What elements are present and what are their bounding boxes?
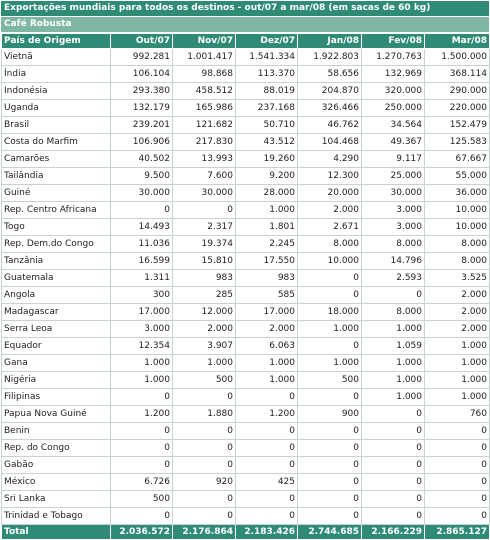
value-cell: 0 (173, 389, 236, 406)
value-cell: 1.000 (236, 372, 298, 389)
value-cell: 3.000 (111, 321, 173, 338)
table-row (2, 236, 490, 253)
value-cell: 14.796 (362, 253, 425, 270)
table-row (2, 270, 490, 287)
table-row (2, 134, 490, 151)
value-cell: 300 (111, 287, 173, 304)
value-cell: 17.550 (236, 253, 298, 270)
country-cell: Papua Nova Guiné (2, 406, 111, 423)
country-cell: Tailândia (2, 168, 111, 185)
value-cell: 3.000 (362, 202, 425, 219)
table-row (2, 287, 490, 304)
value-cell: 1.000 (425, 389, 490, 406)
value-cell: 14.493 (111, 219, 173, 236)
value-cell: 12.300 (298, 168, 362, 185)
table-row (2, 491, 490, 508)
value-cell: 2.317 (173, 219, 236, 236)
total-cell: 2.744.685 (298, 525, 362, 540)
value-cell: 6.063 (236, 338, 298, 355)
value-cell: 0 (236, 389, 298, 406)
value-cell: 585 (236, 287, 298, 304)
value-cell: 9.200 (236, 168, 298, 185)
total-row (2, 525, 490, 540)
value-cell: 0 (236, 491, 298, 508)
value-cell: 1.000 (425, 372, 490, 389)
value-cell: 1.000 (111, 355, 173, 372)
country-cell: Tanzânia (2, 253, 111, 270)
value-cell: 2.671 (298, 219, 362, 236)
value-cell: 0 (362, 406, 425, 423)
value-cell: 13.993 (173, 151, 236, 168)
value-cell: 760 (425, 406, 490, 423)
export-table (1, 33, 490, 540)
value-cell: 1.000 (425, 338, 490, 355)
value-cell: 18.000 (298, 304, 362, 321)
value-cell: 125.583 (425, 134, 490, 151)
value-cell: 0 (298, 491, 362, 508)
value-cell: 1.200 (236, 406, 298, 423)
value-cell: 0 (111, 423, 173, 440)
value-cell: 920 (173, 474, 236, 491)
value-cell: 368.114 (425, 66, 490, 83)
value-cell: 0 (298, 423, 362, 440)
value-cell: 20.000 (298, 185, 362, 202)
value-cell: 992.281 (111, 49, 173, 66)
value-cell: 458.512 (173, 83, 236, 100)
value-cell: 152.479 (425, 117, 490, 134)
value-cell: 500 (298, 372, 362, 389)
country-cell: Angola (2, 287, 111, 304)
value-cell: 30.000 (362, 185, 425, 202)
value-cell: 1.000 (111, 372, 173, 389)
value-cell: 0 (425, 423, 490, 440)
value-cell: 220.000 (425, 100, 490, 117)
value-cell: 10.000 (298, 253, 362, 270)
value-cell: 17.000 (236, 304, 298, 321)
table-row (2, 83, 490, 100)
value-cell: 10.000 (425, 219, 490, 236)
export-table-panel (1, 1, 489, 540)
value-cell: 132.969 (362, 66, 425, 83)
header-row (2, 34, 490, 49)
table-row (2, 66, 490, 83)
value-cell: 132.179 (111, 100, 173, 117)
country-cell: México (2, 474, 111, 491)
value-cell: 11.036 (111, 236, 173, 253)
value-cell: 0 (298, 457, 362, 474)
value-cell: 19.374 (173, 236, 236, 253)
value-cell: 2.000 (425, 304, 490, 321)
value-cell: 4.290 (298, 151, 362, 168)
value-cell: 285 (173, 287, 236, 304)
value-cell: 1.500.000 (425, 49, 490, 66)
value-cell: 17.000 (111, 304, 173, 321)
value-cell: 1.200 (111, 406, 173, 423)
value-cell: 9.117 (362, 151, 425, 168)
table-row (2, 100, 490, 117)
value-cell: 0 (298, 508, 362, 525)
table-row (2, 168, 490, 185)
value-cell: 8.000 (425, 253, 490, 270)
value-cell: 46.762 (298, 117, 362, 134)
country-cell: Camarões (2, 151, 111, 168)
value-cell: 19.260 (236, 151, 298, 168)
column-header-dez07: Dez/07 (236, 34, 298, 49)
value-cell: 12.000 (173, 304, 236, 321)
value-cell: 217.830 (173, 134, 236, 151)
value-cell: 1.000 (298, 355, 362, 372)
value-cell: 326.466 (298, 100, 362, 117)
table-row (2, 219, 490, 236)
table-row (2, 202, 490, 219)
value-cell: 36.000 (425, 185, 490, 202)
country-cell: Guiné (2, 185, 111, 202)
value-cell: 55.000 (425, 168, 490, 185)
value-cell: 0 (173, 423, 236, 440)
value-cell: 3.907 (173, 338, 236, 355)
table-row (2, 372, 490, 389)
country-cell: Gabão (2, 457, 111, 474)
value-cell: 0 (425, 457, 490, 474)
country-cell: Benin (2, 423, 111, 440)
value-cell: 500 (111, 491, 173, 508)
country-cell: Rep. Dem.do Congo (2, 236, 111, 253)
country-cell: Togo (2, 219, 111, 236)
value-cell: 0 (298, 440, 362, 457)
value-cell: 30.000 (111, 185, 173, 202)
country-cell: Guatemala (2, 270, 111, 287)
value-cell: 1.000 (362, 321, 425, 338)
country-cell: Equador (2, 338, 111, 355)
value-cell: 900 (298, 406, 362, 423)
value-cell: 0 (425, 508, 490, 525)
value-cell: 1.801 (236, 219, 298, 236)
column-header-fev08: Fev/08 (362, 34, 425, 49)
table-body (2, 49, 490, 525)
value-cell: 2.593 (362, 270, 425, 287)
column-header-nov07: Nov/07 (173, 34, 236, 49)
country-cell: Trinidad e Tobago (2, 508, 111, 525)
value-cell: 1.270.763 (362, 49, 425, 66)
column-header-jan08: Jan/08 (298, 34, 362, 49)
value-cell: 0 (298, 474, 362, 491)
value-cell: 983 (173, 270, 236, 287)
value-cell: 237.168 (236, 100, 298, 117)
value-cell: 250.000 (362, 100, 425, 117)
table-subtitle: Café Robusta (1, 17, 489, 33)
value-cell: 1.000 (236, 202, 298, 219)
value-cell: 0 (425, 491, 490, 508)
value-cell: 2.000 (298, 202, 362, 219)
total-cell: 2.865.127 (425, 525, 490, 540)
country-cell: Uganda (2, 100, 111, 117)
table-row (2, 355, 490, 372)
value-cell: 293.380 (111, 83, 173, 100)
country-cell: Brasil (2, 117, 111, 134)
value-cell: 1.922.803 (298, 49, 362, 66)
value-cell: 1.000 (362, 355, 425, 372)
total-cell: 2.176.864 (173, 525, 236, 540)
column-header-country: País de Origem (2, 34, 111, 49)
table-row (2, 321, 490, 338)
value-cell: 16.599 (111, 253, 173, 270)
column-header-out07: Out/07 (111, 34, 173, 49)
value-cell: 1.000 (362, 372, 425, 389)
value-cell: 98.868 (173, 66, 236, 83)
value-cell: 8.000 (425, 236, 490, 253)
total-label: Total (2, 525, 111, 540)
value-cell: 0 (362, 491, 425, 508)
value-cell: 104.468 (298, 134, 362, 151)
value-cell: 50.710 (236, 117, 298, 134)
value-cell: 239.201 (111, 117, 173, 134)
table-row (2, 508, 490, 525)
table-row (2, 440, 490, 457)
value-cell: 0 (425, 474, 490, 491)
table-row (2, 423, 490, 440)
value-cell: 290.000 (425, 83, 490, 100)
value-cell: 0 (173, 440, 236, 457)
value-cell: 320.000 (362, 83, 425, 100)
country-cell: Costa do Marfim (2, 134, 111, 151)
value-cell: 1.000 (236, 355, 298, 372)
value-cell: 1.541.334 (236, 49, 298, 66)
country-cell: Gana (2, 355, 111, 372)
value-cell: 0 (362, 440, 425, 457)
value-cell: 0 (236, 508, 298, 525)
country-cell: Indonésia (2, 83, 111, 100)
value-cell: 12.354 (111, 338, 173, 355)
value-cell: 0 (111, 202, 173, 219)
value-cell: 0 (298, 287, 362, 304)
value-cell: 8.000 (298, 236, 362, 253)
value-cell: 2.000 (236, 321, 298, 338)
table-row (2, 253, 490, 270)
value-cell: 0 (173, 508, 236, 525)
country-cell: Vietnã (2, 49, 111, 66)
value-cell: 204.870 (298, 83, 362, 100)
value-cell: 2.000 (425, 321, 490, 338)
table-row (2, 117, 490, 134)
value-cell: 0 (111, 457, 173, 474)
value-cell: 0 (298, 338, 362, 355)
value-cell: 425 (236, 474, 298, 491)
value-cell: 0 (111, 389, 173, 406)
value-cell: 67.667 (425, 151, 490, 168)
country-cell: Rep. Centro Africana (2, 202, 111, 219)
value-cell: 49.367 (362, 134, 425, 151)
value-cell: 1.000 (173, 355, 236, 372)
table-row (2, 389, 490, 406)
country-cell: Sri Lanka (2, 491, 111, 508)
value-cell: 8.000 (362, 236, 425, 253)
value-cell: 88.019 (236, 83, 298, 100)
value-cell: 0 (362, 457, 425, 474)
value-cell: 28.000 (236, 185, 298, 202)
value-cell: 43.512 (236, 134, 298, 151)
value-cell: 2.245 (236, 236, 298, 253)
value-cell: 0 (362, 474, 425, 491)
value-cell: 121.682 (173, 117, 236, 134)
value-cell: 30.000 (173, 185, 236, 202)
value-cell: 7.600 (173, 168, 236, 185)
value-cell: 2.000 (425, 287, 490, 304)
value-cell: 2.000 (173, 321, 236, 338)
table-row (2, 474, 490, 491)
value-cell: 1.059 (362, 338, 425, 355)
value-cell: 1.001.417 (173, 49, 236, 66)
value-cell: 40.502 (111, 151, 173, 168)
value-cell: 0 (362, 423, 425, 440)
country-cell: Rep. do Congo (2, 440, 111, 457)
table-row (2, 185, 490, 202)
value-cell: 15.810 (173, 253, 236, 270)
value-cell: 1.000 (298, 321, 362, 338)
value-cell: 0 (298, 270, 362, 287)
value-cell: 9.500 (111, 168, 173, 185)
value-cell: 58.656 (298, 66, 362, 83)
value-cell: 10.000 (425, 202, 490, 219)
value-cell: 0 (173, 202, 236, 219)
value-cell: 0 (236, 440, 298, 457)
value-cell: 0 (236, 423, 298, 440)
value-cell: 0 (173, 457, 236, 474)
table-row (2, 151, 490, 168)
value-cell: 1.880 (173, 406, 236, 423)
value-cell: 3.525 (425, 270, 490, 287)
value-cell: 6.726 (111, 474, 173, 491)
value-cell: 0 (298, 389, 362, 406)
value-cell: 1.000 (362, 389, 425, 406)
value-cell: 1.311 (111, 270, 173, 287)
value-cell: 1.000 (425, 355, 490, 372)
country-cell: Serra Leoa (2, 321, 111, 338)
value-cell: 0 (111, 508, 173, 525)
value-cell: 0 (362, 287, 425, 304)
table-title: Exportações mundiais para todos os destinos - out/07 a mar/08 (em sacas de 60 kg) (1, 1, 489, 17)
value-cell: 0 (111, 440, 173, 457)
value-cell: 113.370 (236, 66, 298, 83)
value-cell: 106.104 (111, 66, 173, 83)
total-cell: 2.183.426 (236, 525, 298, 540)
value-cell: 0 (173, 491, 236, 508)
value-cell: 983 (236, 270, 298, 287)
value-cell: 0 (425, 440, 490, 457)
country-cell: Madagascar (2, 304, 111, 321)
country-cell: Filipinas (2, 389, 111, 406)
value-cell: 3.000 (362, 219, 425, 236)
value-cell: 0 (362, 508, 425, 525)
table-row (2, 457, 490, 474)
table-row (2, 338, 490, 355)
value-cell: 25.000 (362, 168, 425, 185)
value-cell: 106.906 (111, 134, 173, 151)
value-cell: 0 (236, 457, 298, 474)
table-row (2, 304, 490, 321)
value-cell: 34.564 (362, 117, 425, 134)
total-cell: 2.166.229 (362, 525, 425, 540)
value-cell: 8.000 (362, 304, 425, 321)
value-cell: 500 (173, 372, 236, 389)
value-cell: 165.986 (173, 100, 236, 117)
total-cell: 2.036.572 (111, 525, 173, 540)
column-header-mar08: Mar/08 (425, 34, 490, 49)
country-cell: Índia (2, 66, 111, 83)
table-row (2, 49, 490, 66)
table-row (2, 406, 490, 423)
country-cell: Nigéria (2, 372, 111, 389)
